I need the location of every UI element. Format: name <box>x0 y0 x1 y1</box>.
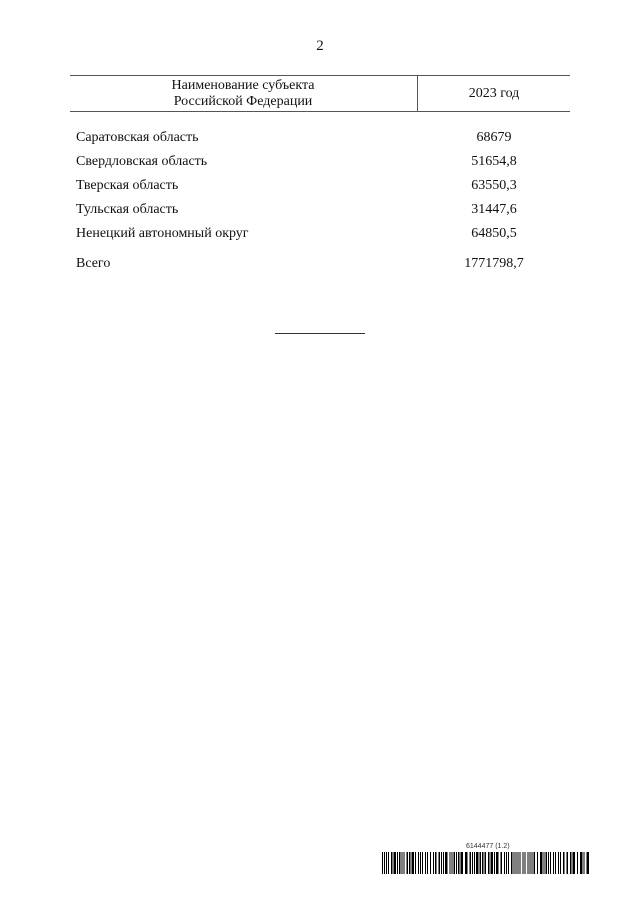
total-value: 1771798,7 <box>464 256 524 271</box>
total-label: Всего <box>76 256 111 271</box>
row-subject-name: Саратовская область <box>76 130 199 145</box>
row-value: 63550,3 <box>471 178 517 193</box>
table-row <box>0 130 640 150</box>
barcode <box>382 852 590 874</box>
table-row <box>0 202 640 222</box>
table-header-bottom-rule <box>70 111 570 112</box>
row-subject-name: Тверская область <box>76 178 179 193</box>
column-header-year: 2023 год <box>468 86 520 101</box>
row-value: 51654,8 <box>471 154 517 169</box>
table-row <box>0 178 640 198</box>
row-value: 68679 <box>476 130 512 145</box>
table-row <box>0 226 640 246</box>
end-of-document-rule <box>275 333 365 334</box>
row-value: 31447,6 <box>471 202 517 217</box>
column-header-subject-line1: Наименование субъекта <box>171 78 315 93</box>
row-subject-name: Ненецкий автономный округ <box>76 226 249 241</box>
table-top-rule <box>70 75 570 76</box>
page-number: 2 <box>316 38 324 54</box>
barcode-caption: 6144477 (1.2) <box>466 843 510 850</box>
row-value: 64850,5 <box>471 226 517 241</box>
column-header-subject <box>70 78 416 110</box>
row-subject-name: Тульская область <box>76 202 179 217</box>
table-total-row <box>0 256 640 276</box>
row-subject-name: Свердловская область <box>76 154 208 169</box>
column-header-subject-line2: Российской Федерации <box>173 94 313 109</box>
table-row <box>0 154 640 174</box>
